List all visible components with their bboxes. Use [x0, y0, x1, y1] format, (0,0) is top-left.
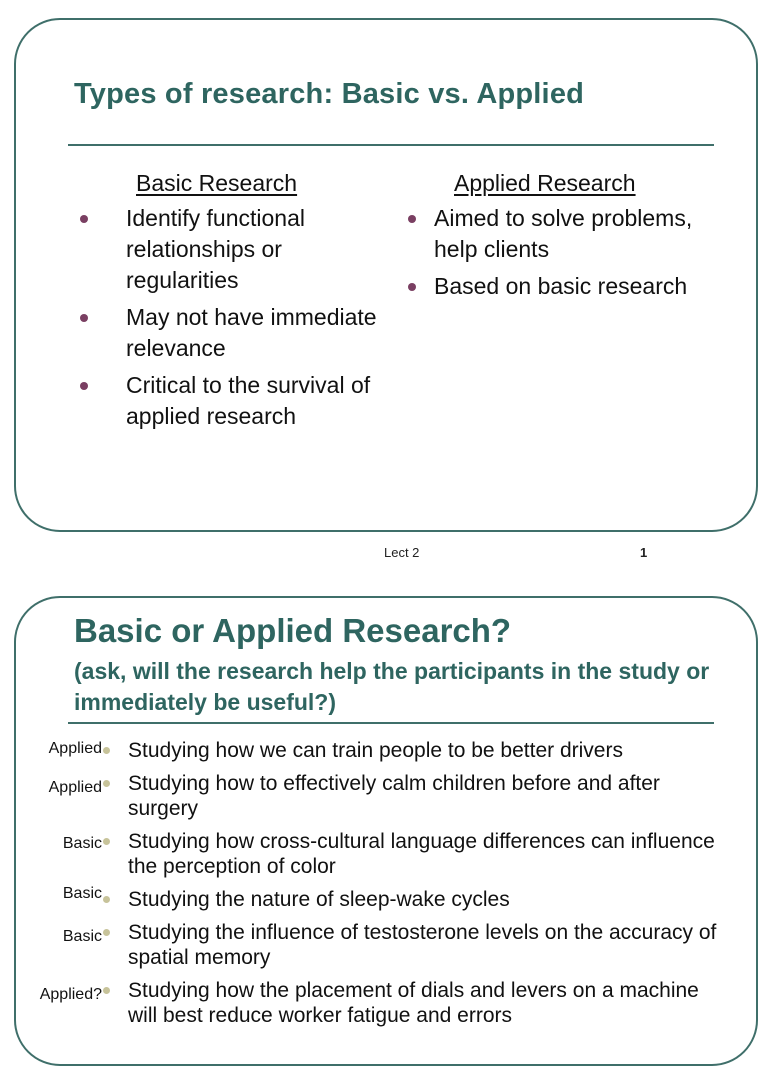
- question-text: Studying how to effectively calm children before and after surgery: [128, 772, 660, 820]
- bullet-icon: [80, 382, 88, 390]
- list-item: [16, 920, 760, 970]
- answer-label: Basic: [62, 835, 102, 852]
- bullet-icon: [103, 896, 110, 903]
- answer-label: Basic: [62, 928, 102, 945]
- answer-label: Applied: [48, 779, 102, 796]
- bullet-icon: [408, 215, 416, 223]
- answer-label: Applied?: [39, 986, 102, 1003]
- bullet-icon: [80, 314, 88, 322]
- question-list: [16, 738, 760, 1036]
- basic-research-list: [66, 203, 386, 432]
- question-text: Studying the influence of testosterone levels on the accuracy of spatial memory: [128, 921, 717, 969]
- bullet-icon: [103, 747, 110, 754]
- list-item: Based on basic research: [396, 271, 716, 302]
- answer-label: Basic: [62, 885, 102, 902]
- slide-2: [14, 596, 758, 1066]
- question-text: Studying how the placement of dials and levers on a machine will best reduce worker fatigue and errors: [128, 979, 699, 1027]
- bullet-icon: [103, 780, 110, 787]
- bullet-icon: [103, 838, 110, 845]
- footer-lecture: Lect 2: [384, 545, 420, 560]
- question-text: Studying the nature of sleep-wake cycles: [128, 888, 510, 911]
- applied-research-column: [396, 170, 716, 308]
- bullet-icon: [103, 929, 110, 936]
- list-item: Critical to the survival of applied research: [66, 370, 386, 432]
- list-item: [16, 978, 760, 1028]
- slide-1-title: Types of research: Basic vs. Applied: [74, 78, 585, 110]
- title-divider: [68, 722, 714, 724]
- bullet-icon: [80, 215, 88, 223]
- list-item: [16, 887, 760, 912]
- question-text: Studying how cross-cultural language differences can influence the perception of color: [128, 830, 715, 878]
- basic-research-column: [66, 170, 386, 438]
- applied-research-list: [396, 203, 716, 302]
- slide-2-title: Basic or Applied Research?: [74, 612, 512, 649]
- list-item: [16, 771, 760, 821]
- list-item: [16, 829, 760, 879]
- list-item: Identify functional relationships or regularities: [66, 203, 386, 296]
- bullet-icon: [103, 987, 110, 994]
- answer-label: Applied: [48, 740, 102, 757]
- bullet-icon: [408, 283, 416, 291]
- applied-research-heading: Applied Research: [454, 170, 636, 196]
- footer-page-number: 1: [640, 545, 648, 560]
- title-divider: [68, 144, 714, 146]
- slide-1: [14, 18, 758, 532]
- list-item: [16, 738, 760, 763]
- basic-research-heading: Basic Research: [136, 170, 298, 196]
- list-item: May not have immediate relevance: [66, 302, 386, 364]
- question-text: Studying how we can train people to be better drivers: [128, 739, 623, 762]
- slide-2-subtitle: (ask, will the research help the participants in the study or immediately be useful?): [74, 658, 710, 715]
- list-item: Aimed to solve problems, help clients: [396, 203, 716, 265]
